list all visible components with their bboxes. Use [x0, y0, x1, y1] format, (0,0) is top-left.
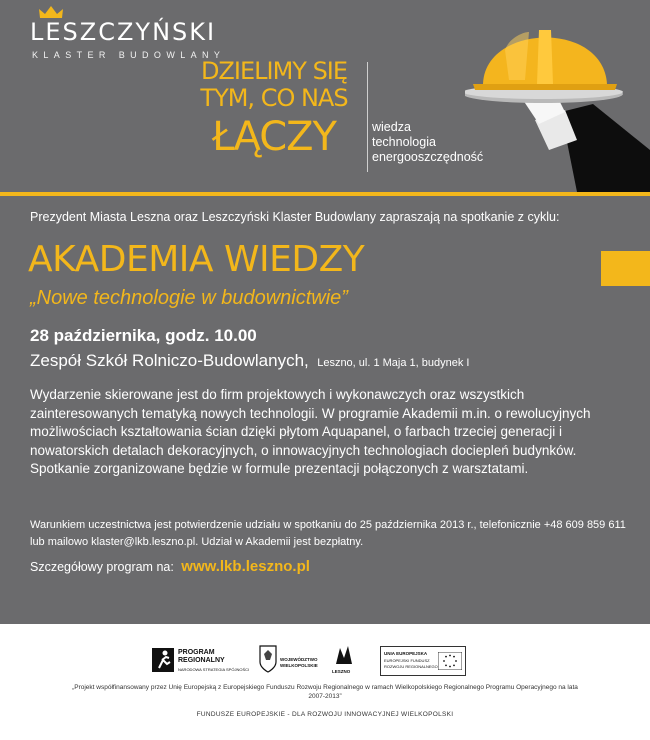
cofinancing-note: „Projekt współfinansowany przez Unię Europejską z Europejskiego Funduszu Rozwoju Regionalnego w ramach Wielkopolskiego Regionalnego Programu Operacyjnego na lata 2007-2013”: [72, 684, 578, 700]
slogan-line-3: ŁĄCZY: [212, 114, 336, 160]
leszno-logo: [330, 644, 360, 676]
wlkp-label-1: WOJEWÓDZTWO: [280, 657, 318, 662]
intro-text: Prezydent Miasta Leszna oraz Leszczyński Klaster Budowlany zapraszają na spotkanie z cyklu:: [30, 210, 560, 224]
eu-label-2: EUROPEJSKI FUNDUSZ: [384, 658, 430, 663]
program-label-3: NARODOWA STRATEGIA SPÓJNOŚCI: [178, 667, 250, 672]
slogan-line-2: TYM, CO NAS: [200, 84, 348, 112]
participation-conditions: Warunkiem uczestnictwa jest potwierdzenie udziału w spotkaniu do 25 października 2013 r., telefonicznie +48 609 859 611 lub mailowo klaster@lkb.leszno.pl. Udział w Akademii jest bezpłatny.: [30, 519, 626, 548]
leszno-label: LESZNO: [332, 669, 351, 674]
header-banner: [0, 0, 650, 192]
running-figure-icon: [152, 646, 174, 674]
eu-label-3: ROZWOJU REGIONALNEGO: [384, 664, 438, 669]
slogan-line-1: DZIELIMY SIĘ: [200, 57, 348, 85]
invitation-body: [0, 196, 650, 624]
event-subtitle: „Nowe technologie w budownictwie”: [30, 287, 348, 309]
program-link[interactable]: www.lkb.leszno.pl: [181, 558, 310, 575]
helmet-on-tray-image: [465, 0, 650, 192]
eu-label-1: UNIA EUROPEJSKA: [384, 651, 428, 656]
value-item: wiedza: [372, 120, 411, 134]
program-regionalny-logo: [152, 646, 252, 676]
venue-name: Zespół Szkół Rolniczo-Budowlanych,: [30, 351, 309, 370]
program-label: Szczegółowy program na:: [30, 560, 174, 574]
program-label-1: PROGRAM: [178, 649, 215, 656]
eu-flag-icon: [438, 652, 462, 670]
logo-name: LESZCZYŃSKI: [30, 18, 217, 46]
slogan-divider: [367, 62, 368, 172]
value-item: energooszczędność: [372, 150, 484, 164]
footer-tagline: FUNDUSZE EUROPEJSKIE - DLA ROZWOJU INNOWACYJNEJ WIELKOPOLSKI: [196, 711, 454, 718]
body-bottom-band: [0, 612, 650, 624]
venue-row: [30, 351, 469, 371]
accent-side-tab: [601, 251, 650, 286]
value-item: technologia: [372, 135, 436, 149]
leszno-emblem-icon: [334, 644, 354, 666]
program-label-2: REGIONALNY: [178, 657, 225, 664]
wlkp-label-2: WIELKOPOLSKIE: [280, 663, 318, 668]
coat-of-arms-icon: [258, 644, 278, 674]
event-date: 28 października, godz. 10.00: [30, 326, 257, 345]
venue-address: Leszno, ul. 1 Maja 1, budynek I: [317, 357, 470, 369]
event-title: AKADEMIA WIEDZY: [28, 239, 365, 280]
eu-logo: [380, 646, 466, 676]
sponsor-logos: [0, 640, 650, 680]
slogan: [190, 58, 358, 162]
program-row: [30, 558, 310, 576]
logo-subtitle: KLASTER BUDOWLANY: [32, 50, 226, 60]
wielkopolskie-logo: [258, 644, 320, 676]
event-description: Wydarzenie skierowane jest do firm projektowych i wykonawczych oraz wszystkich zainteresowanych tematyką nowych technologii. W programie Akademii m.in. o rewolucyjnych możliwościach kształtowania ścian dzięki płytom Aquapanel, o farbach trzeciej generacji i nowatorskich detalach dekoracyjnych, o innowacyjnych technologiach dociepleń budynków. Spotkanie zorganizowane będzie w formule prezentacji połączonych z warsztatami.: [30, 387, 591, 476]
